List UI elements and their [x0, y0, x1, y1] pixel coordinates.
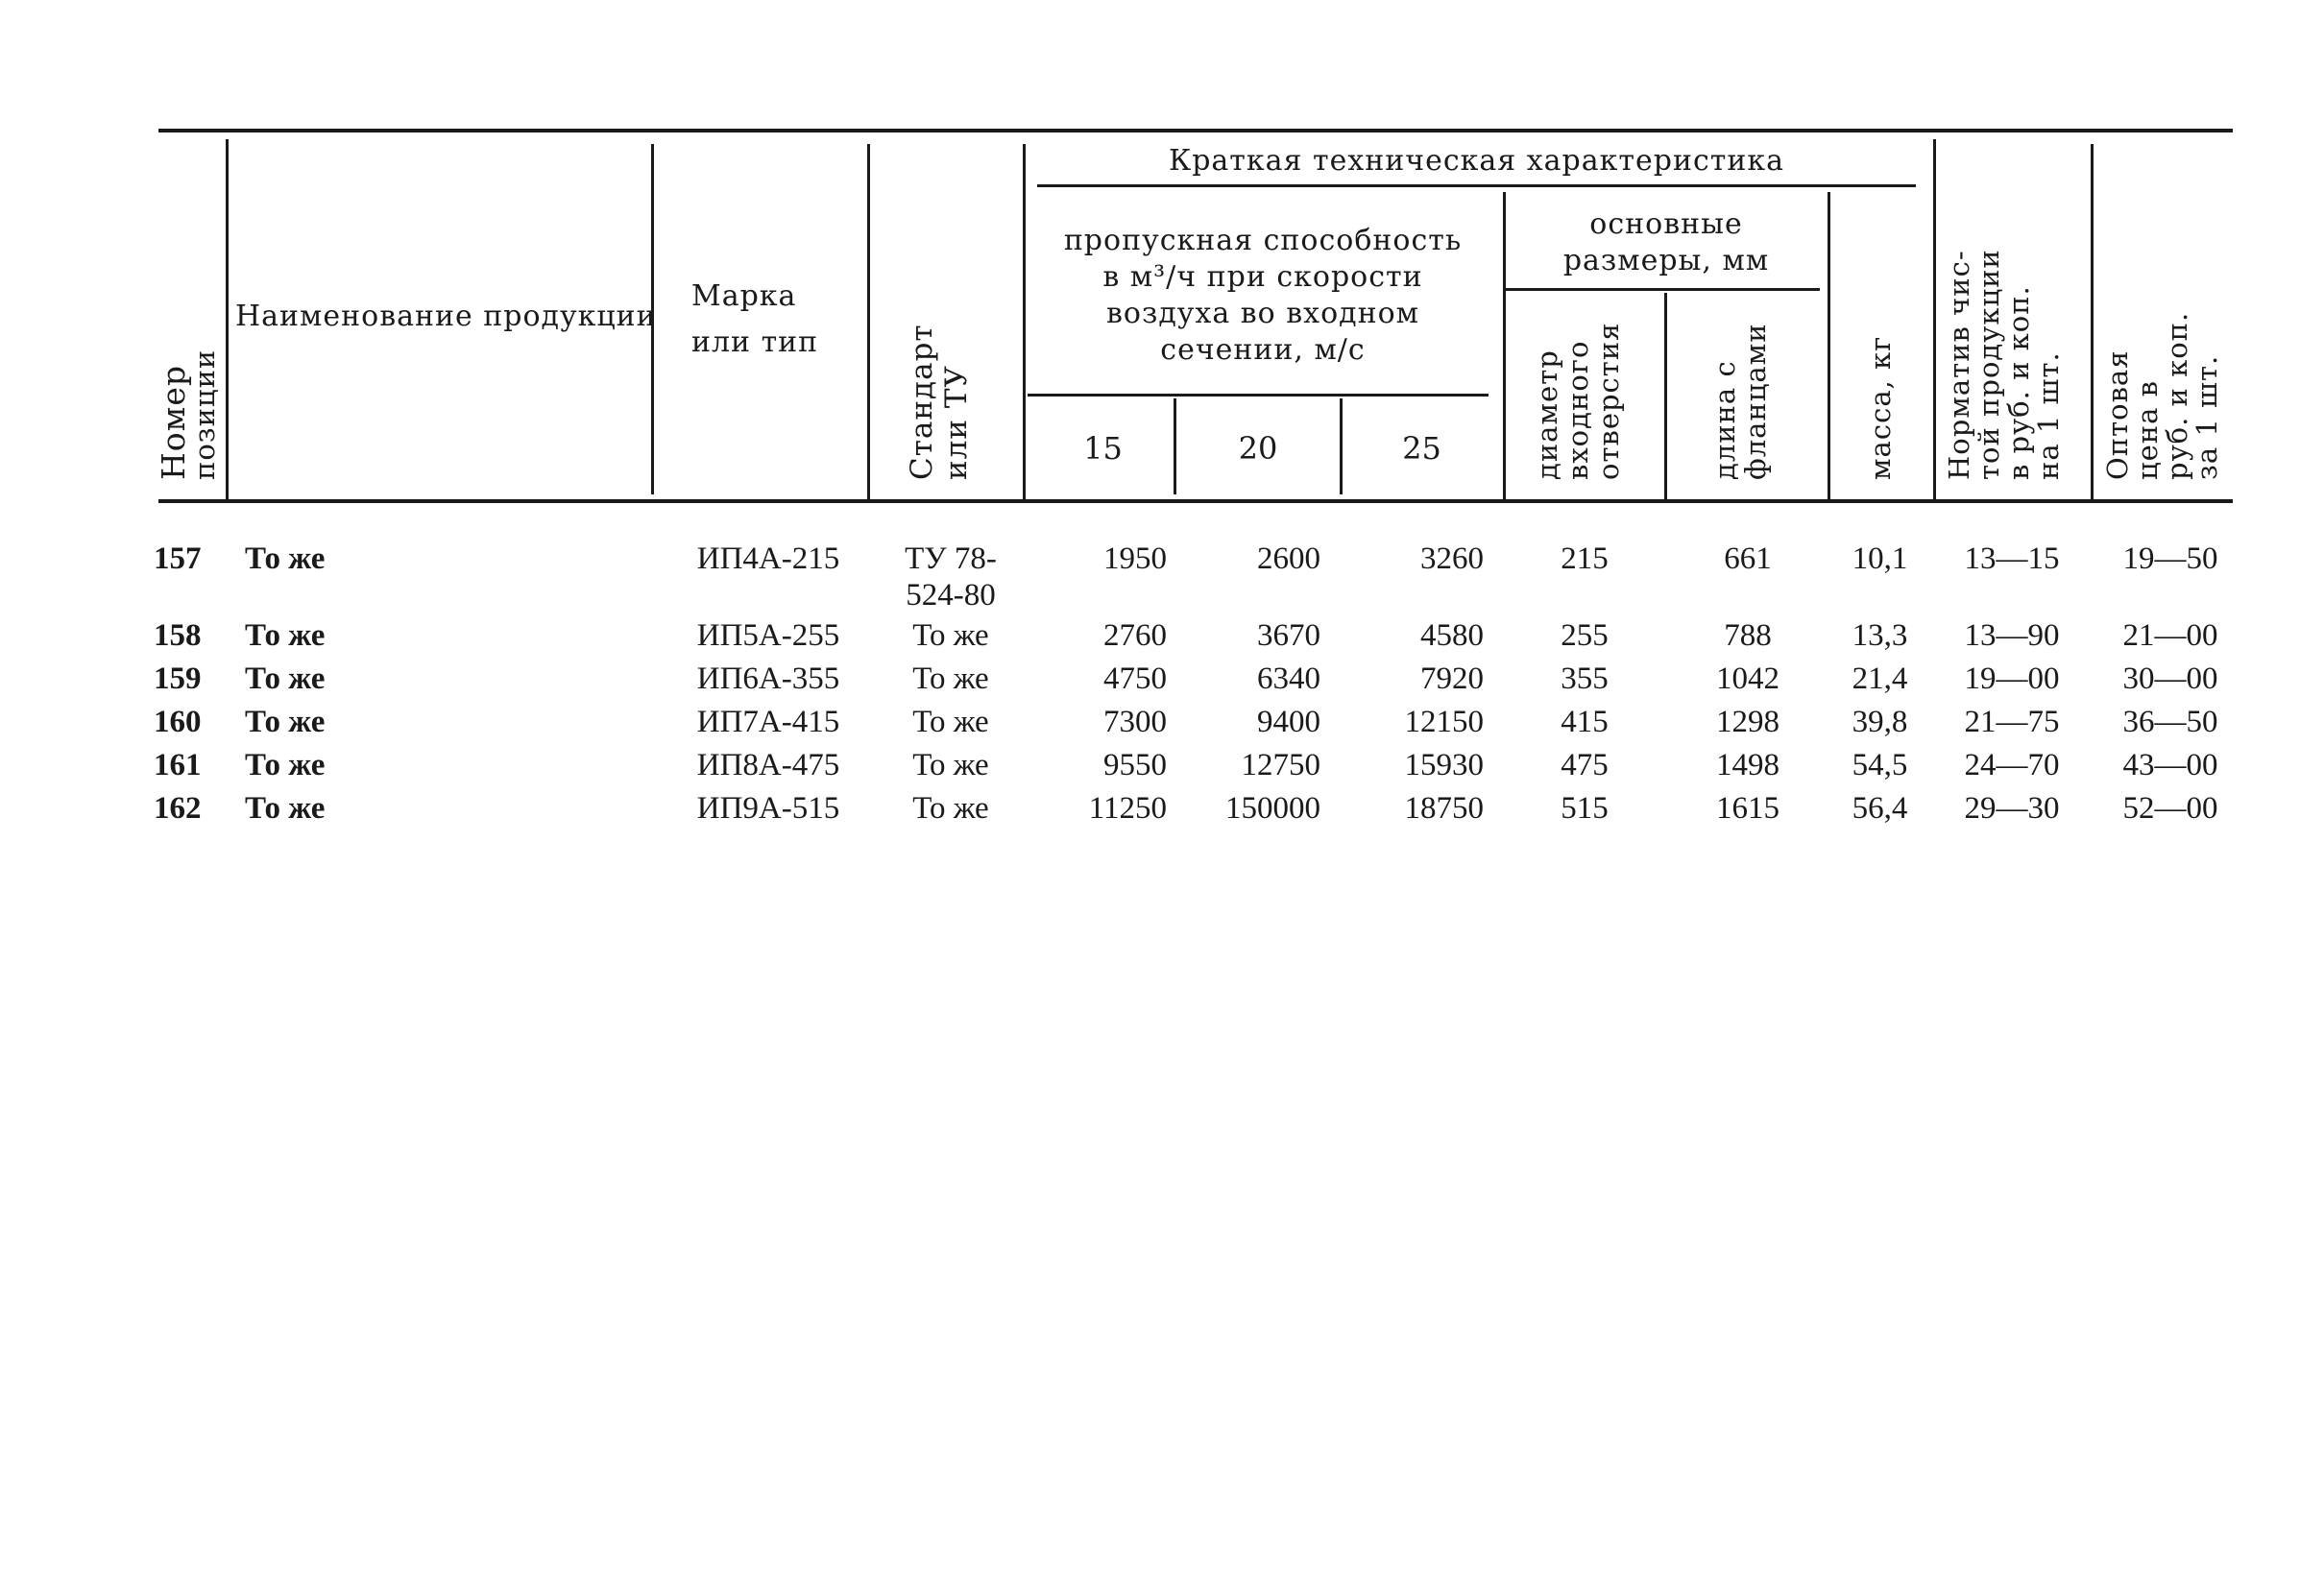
cell-price: 30—00 — [2122, 661, 2218, 696]
cell-speed-25: 7920 — [1420, 661, 1484, 696]
cell-diameter: 475 — [1561, 748, 1609, 782]
header-mass: масса, кг — [1864, 335, 1897, 480]
cell-length: 1498 — [1716, 748, 1779, 782]
header-speed-15: 15 — [1083, 430, 1123, 467]
cell-speed-20: 12750 — [1241, 748, 1320, 782]
header-position: Номер позиции — [155, 349, 221, 480]
cell-speed-20: 150000 — [1225, 791, 1320, 826]
header-tech-group: Краткая техническая характеристика — [1169, 144, 1784, 178]
header-bottom-rule — [158, 499, 2233, 503]
cell-standard: ТУ 78- — [905, 541, 997, 576]
column-divider — [226, 139, 229, 499]
cell-mass: 56,4 — [1852, 791, 1908, 826]
cell-price: 21—00 — [2122, 618, 2218, 653]
cell-norm: 29—30 — [1964, 791, 2060, 826]
cell-norm: 21—75 — [1964, 705, 2060, 739]
cell-name: То же — [245, 748, 326, 782]
cell-speed-15: 4750 — [1103, 661, 1167, 696]
cell-speed-20: 9400 — [1257, 705, 1320, 739]
cell-mass: 21,4 — [1852, 661, 1908, 696]
header-standard: Стандарт или ТУ — [905, 324, 974, 480]
cell-price: 19—50 — [2122, 541, 2218, 576]
cell-length: 1615 — [1716, 791, 1779, 826]
cell-speed-15: 9550 — [1103, 748, 1167, 782]
cell-norm: 13—15 — [1964, 541, 2060, 576]
cell-position: 162 — [154, 791, 202, 826]
column-divider — [1503, 192, 1506, 499]
main-sizes-rule — [1503, 288, 1820, 291]
cell-standard: То же — [912, 618, 989, 653]
cell-price: 52—00 — [2122, 791, 2218, 826]
cell-brand: ИП9А-515 — [696, 791, 840, 826]
header-norm: Норматив чис- той продукции в руб. и коп. на 1 шт. — [1943, 249, 2065, 480]
cell-speed-15: 11250 — [1088, 791, 1167, 826]
cell-position: 158 — [154, 618, 202, 653]
cell-speed-15: 2760 — [1103, 618, 1167, 653]
cell-speed-25: 12150 — [1404, 705, 1484, 739]
cell-speed-20: 6340 — [1257, 661, 1320, 696]
cell-diameter: 355 — [1561, 661, 1609, 696]
header-speed-25: 25 — [1402, 430, 1441, 467]
cell-position: 160 — [154, 705, 202, 739]
cell-length: 1042 — [1716, 661, 1779, 696]
cell-price: 36—50 — [2122, 705, 2218, 739]
header-brand: Марка или тип — [691, 279, 819, 359]
cell-position: 161 — [154, 748, 202, 782]
cell-price: 43—00 — [2122, 748, 2218, 782]
cell-speed-15: 7300 — [1103, 705, 1167, 739]
cell-standard: То же — [912, 748, 989, 782]
header-diameter: диаметр входного отверстия — [1531, 322, 1625, 480]
tech-group-rule — [1037, 184, 1916, 187]
cell-mass: 10,1 — [1852, 541, 1908, 576]
column-divider — [2091, 144, 2094, 499]
cell-brand: ИП5А-255 — [696, 618, 840, 653]
cell-speed-25: 3260 — [1420, 541, 1484, 576]
cell-standard: То же — [912, 705, 989, 739]
cell-diameter: 215 — [1561, 541, 1609, 576]
cell-speed-15: 1950 — [1103, 541, 1167, 576]
cell-mass: 54,5 — [1852, 748, 1908, 782]
cell-name: То же — [245, 791, 326, 826]
cell-diameter: 415 — [1561, 705, 1609, 739]
throughput-rule — [1028, 394, 1489, 397]
cell-mass: 13,3 — [1852, 618, 1908, 653]
cell-speed-20: 2600 — [1257, 541, 1320, 576]
table-top-rule — [158, 129, 2233, 132]
cell-brand: ИП4А-215 — [696, 541, 840, 576]
cell-position: 157 — [154, 541, 202, 576]
cell-brand: ИП7А-415 — [696, 705, 840, 739]
cell-diameter: 255 — [1561, 618, 1609, 653]
cell-norm: 24—70 — [1964, 748, 2060, 782]
header-speed-20: 20 — [1238, 430, 1278, 467]
cell-length: 661 — [1724, 541, 1772, 576]
header-throughput: пропускная способность в м³/ч при скорости воздуха во входном сечении, м/с — [1063, 224, 1463, 367]
cell-name: То же — [245, 618, 326, 653]
cell-name: То же — [245, 705, 326, 739]
header-price: Оптовая цена в руб. и коп. за 1 шт. — [2101, 311, 2223, 480]
cell-speed-25: 18750 — [1404, 791, 1484, 826]
cell-position: 159 — [154, 661, 202, 696]
cell-mass: 39,8 — [1852, 705, 1908, 739]
cell-standard: То же — [912, 791, 989, 826]
cell-speed-25: 4580 — [1420, 618, 1484, 653]
cell-length: 1298 — [1716, 705, 1779, 739]
cell-standard-cont: 524-80 — [906, 578, 996, 613]
cell-length: 788 — [1724, 618, 1772, 653]
cell-brand: ИП8А-475 — [696, 748, 840, 782]
column-divider — [1023, 144, 1026, 499]
column-divider — [867, 144, 870, 499]
cell-speed-25: 15930 — [1404, 748, 1484, 782]
column-divider — [1933, 139, 1936, 499]
cell-standard: То же — [912, 661, 989, 696]
header-length: длина с фланцами — [1708, 323, 1772, 480]
cell-name: То же — [245, 541, 326, 576]
header-main-sizes: основные размеры, мм — [1562, 207, 1770, 277]
header-product-name: Наименование продукции — [235, 300, 657, 333]
column-divider — [1828, 192, 1830, 499]
cell-norm: 19—00 — [1964, 661, 2060, 696]
cell-name: То же — [245, 661, 326, 696]
cell-diameter: 515 — [1561, 791, 1609, 826]
cell-brand: ИП6А-355 — [696, 661, 840, 696]
cell-norm: 13—90 — [1964, 618, 2060, 653]
cell-speed-20: 3670 — [1257, 618, 1320, 653]
column-divider — [1664, 293, 1667, 499]
